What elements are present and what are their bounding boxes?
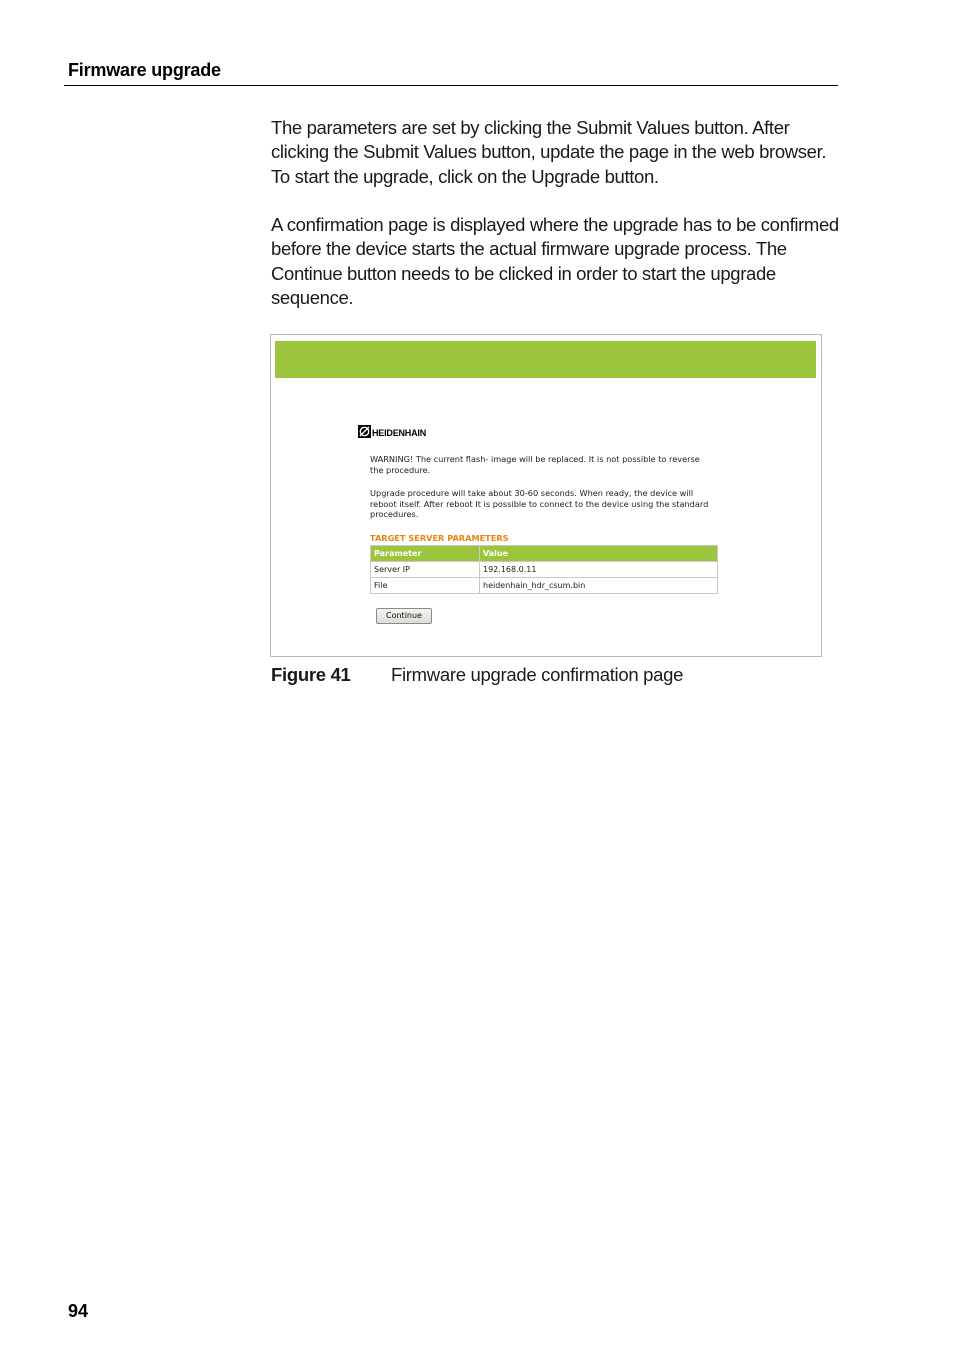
figure-caption bbox=[271, 664, 683, 686]
figure-screenshot bbox=[270, 334, 822, 657]
body-paragraph-1: The parameters are set by clicking the Submit Values button. After clicking the Submit Values button, update the page in the web browser. To start the upgrade, click on the Upgrade button. bbox=[271, 117, 827, 187]
warning-text: WARNING! The current flash- image will be replaced. It is not possible to reverse the procedure. bbox=[370, 454, 700, 475]
table-row bbox=[371, 562, 718, 578]
heidenhain-logo bbox=[358, 423, 426, 439]
column-header-value: Value bbox=[480, 546, 718, 562]
continue-button[interactable]: Continue bbox=[376, 608, 432, 624]
section-title: Firmware upgrade bbox=[68, 60, 221, 80]
body-paragraph-2: A confirmation page is displayed where the upgrade has to be confirmed before the device starts the actual firmware upgrade process. The Continue button needs to be clicked in order to start the upgrade sequence. bbox=[271, 214, 839, 308]
section-header bbox=[64, 58, 838, 86]
header-bar bbox=[275, 341, 816, 378]
column-header-parameter: Parameter bbox=[371, 546, 480, 562]
page-number: 94 bbox=[68, 1301, 89, 1321]
table-cell: heidenhain_hdr_csum.bin bbox=[480, 578, 718, 594]
table-cell: 192.168.0.11 bbox=[480, 562, 718, 578]
figure-caption-text: Firmware upgrade confirmation page bbox=[391, 664, 684, 685]
table-cell: File bbox=[371, 578, 480, 594]
heidenhain-logo-icon bbox=[358, 425, 371, 438]
procedure-text: Upgrade procedure will take about 30-60 seconds. When ready, the device will reboot itself. After reboot It is possible to connect to the device using the standard procedures. bbox=[370, 488, 709, 519]
table-row bbox=[371, 578, 718, 594]
params-table bbox=[370, 545, 718, 594]
params-heading: TARGET SERVER PARAMETERS bbox=[370, 533, 509, 543]
logo-text: HEIDENHAIN bbox=[372, 428, 427, 438]
figure-label: Figure 41 bbox=[271, 664, 351, 685]
table-header-row bbox=[371, 546, 718, 562]
table-cell: Server IP bbox=[371, 562, 480, 578]
